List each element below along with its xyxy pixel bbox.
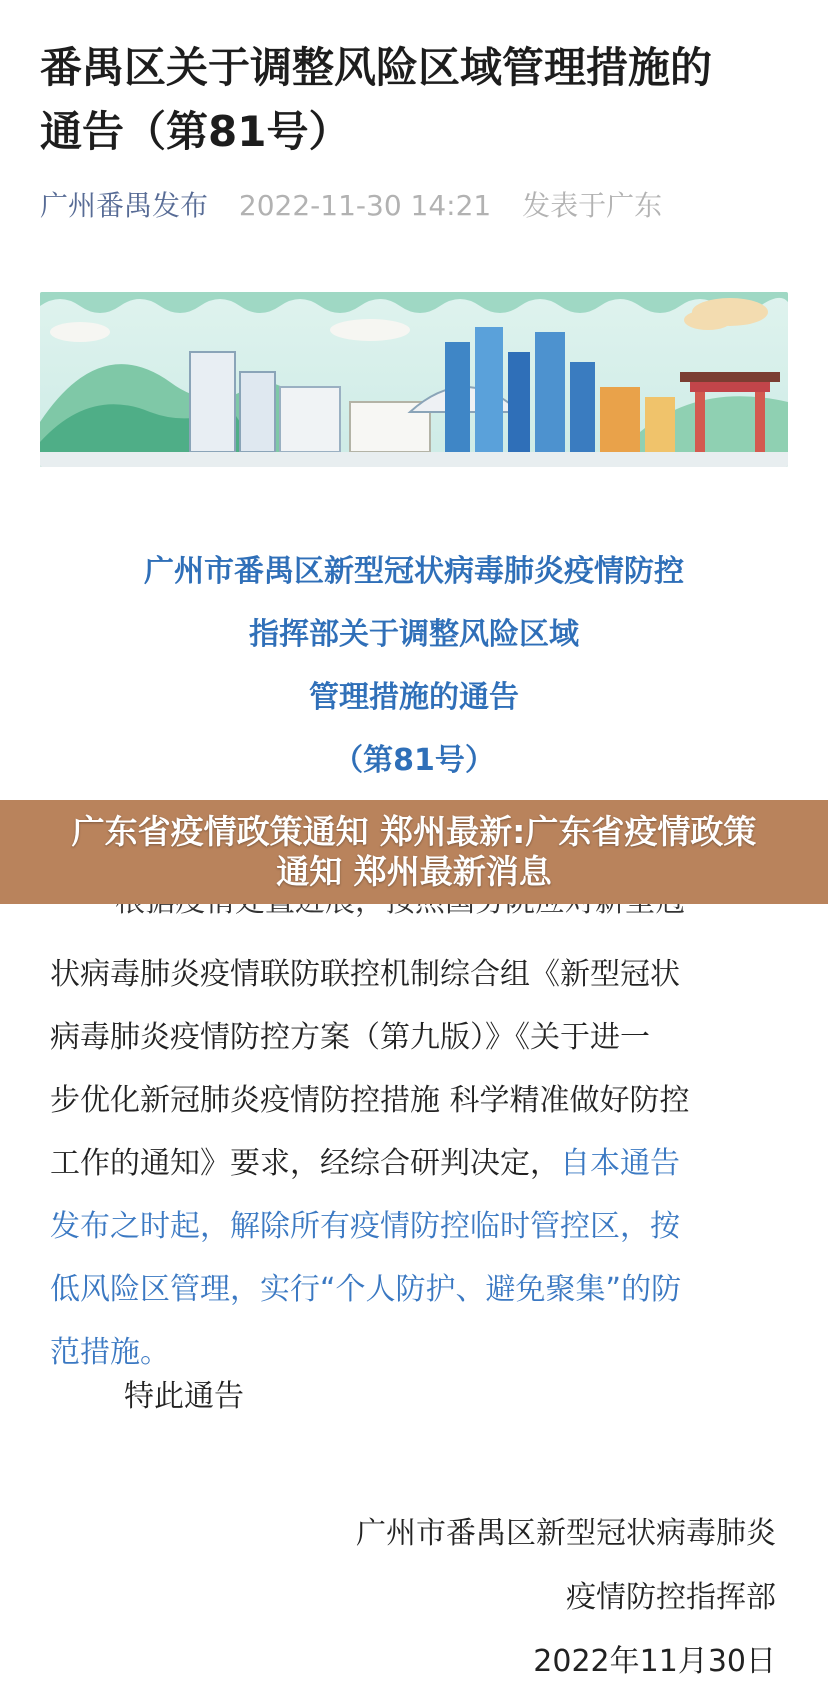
notice-heading-line-1: 广州市番禺区新型冠状病毒肺炎疫情防控 [144, 554, 684, 589]
caption-overlay-line-2: 通知 郑州最新消息 [276, 852, 552, 891]
article-title-line-1: 番禺区关于调整风险区域管理措施的 [40, 43, 713, 92]
body-line-6: 低风险区管理，实行“个人防护、避免聚集”的防 [50, 1272, 682, 1307]
body-line-7: 范措施。 [50, 1335, 170, 1370]
signature-date: 2022年11月30日 [533, 1644, 776, 1679]
article-title [40, 36, 800, 164]
closing-text: 特此通告 [124, 1379, 244, 1414]
notice-body [50, 880, 780, 1384]
body-line-4-plain: 工作的通知》要求，经综合研判决定， [50, 1146, 560, 1181]
author-link[interactable]: 广州番禺发布 [40, 189, 209, 222]
body-line-4-highlight: 自本通告 [560, 1146, 680, 1181]
notice-heading-line-3: 管理措施的通告 [309, 680, 519, 715]
banner-image [40, 292, 788, 467]
body-line-5: 发布之时起，解除所有疫情防控临时管控区，按 [50, 1209, 680, 1244]
caption-overlay [0, 800, 828, 904]
signature-block [356, 1502, 776, 1694]
signature-org-line-2: 疫情防控指挥部 [566, 1580, 776, 1615]
publish-time: 2022-11-30 14:21 [238, 189, 492, 222]
body-line-2: 病毒肺炎疫情防控方案（第九版）》《关于进一 [50, 1020, 650, 1055]
caption-overlay-text [20, 812, 808, 892]
publish-location: 发表于广东 [522, 189, 663, 222]
caption-overlay-line-1: 广东省疫情政策通知 郑州最新:广东省疫情政策 [71, 812, 757, 851]
notice-heading-line-4: （第81号） [333, 743, 495, 778]
city-skyline-illustration-icon [40, 292, 788, 467]
article-title-line-2: 通告（第81号） [40, 107, 351, 156]
notice-heading [40, 540, 788, 792]
body-line-4 [50, 1132, 780, 1195]
body-line-3: 步优化新冠肺炎疫情防控措施 科学精准做好防控 [50, 1083, 690, 1118]
notice-heading-line-2: 指挥部关于调整风险区域 [249, 617, 579, 652]
signature-org-line-1: 广州市番禺区新型冠状病毒肺炎 [356, 1516, 776, 1551]
article-meta [40, 186, 662, 226]
body-line-1: 状病毒肺炎疫情联防联控机制综合组《新型冠状 [50, 957, 680, 992]
